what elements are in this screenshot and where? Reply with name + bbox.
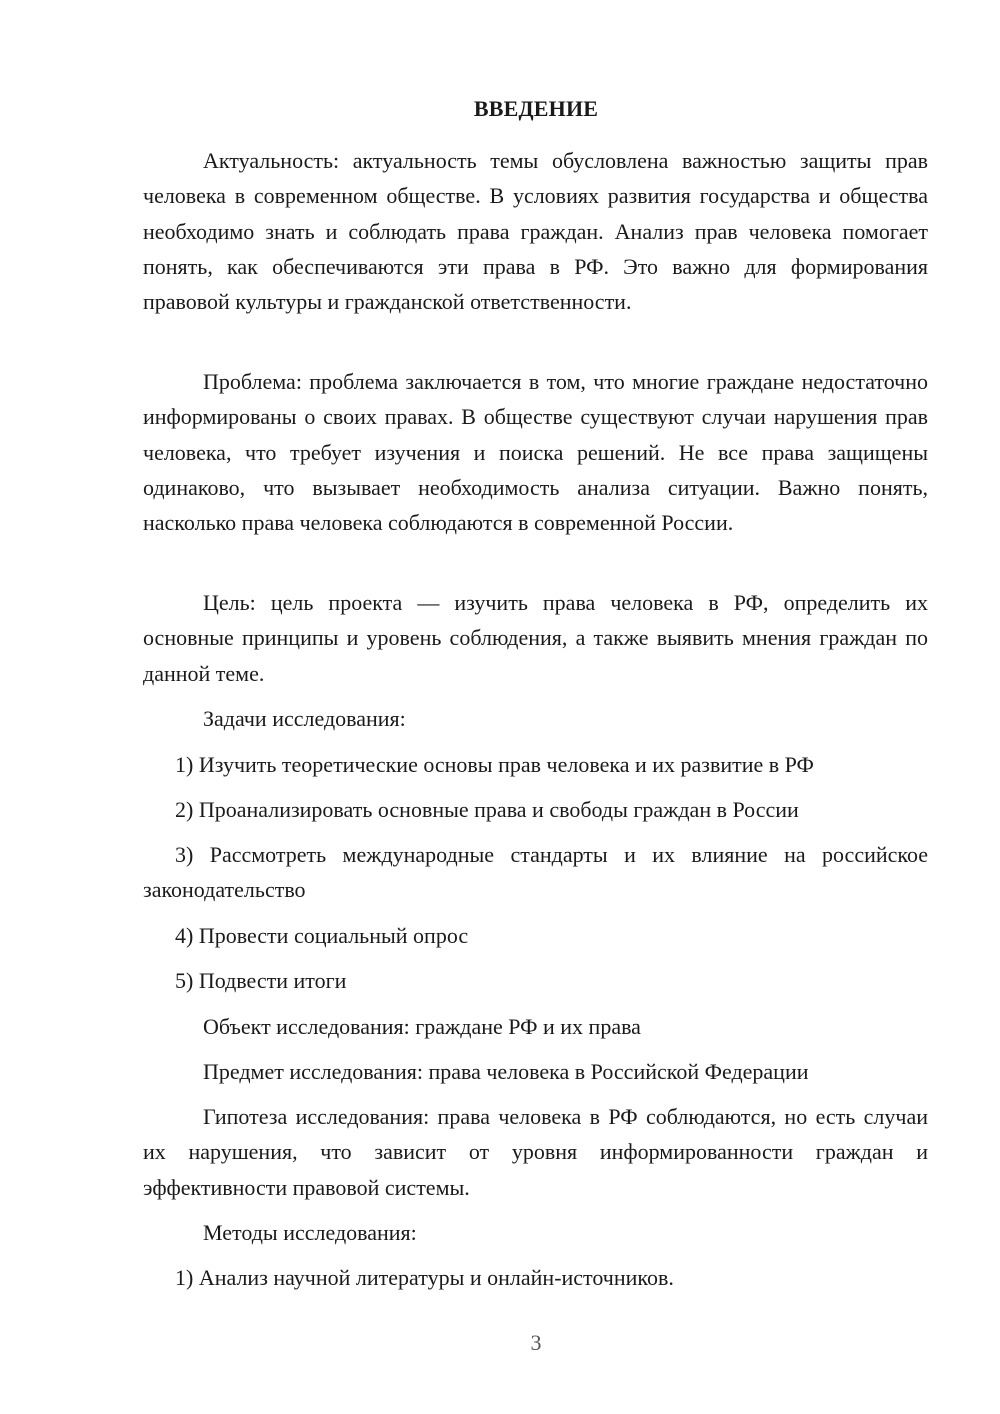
research-object: Объект исследования: граждане РФ и их права [203, 1014, 641, 1039]
task-item-3: 3) Рассмотреть международные стандарты и их влияние на российское законодательство [143, 842, 928, 903]
task-item-2: 2) Проанализировать основные права и свободы граждан в России [175, 797, 799, 822]
tasks-title: Задачи исследования: [203, 706, 406, 731]
page-title: ВВЕДЕНИЕ [473, 96, 599, 121]
actuality-paragraph: Актуальность: актуальность темы обусловлена важностью защиты прав человека в современном обществе. В условиях развития государства и общества необходимо знать и соблюдать права граждан. Анализ прав человека помогает понять, как обеспечиваются эти права в РФ. Это важно для формирования правовой культуры и гражданской ответственности. [143, 148, 928, 315]
method-item-1: 1) Анализ научной литературы и онлайн-источников. [175, 1265, 674, 1290]
task-item-1: 1) Изучить теоретические основы прав человека и их развитие в РФ [175, 752, 814, 777]
research-subject: Предмет исследования: права человека в Российской Федерации [203, 1059, 809, 1084]
task-item-5: 5) Подвести итоги [175, 968, 347, 993]
page-number: 3 [530, 1330, 542, 1355]
problem-paragraph: Проблема: проблема заключается в том, что многие граждане недостаточно информированы о своих правах. В обществе существуют случаи нарушения прав человека, что требует изучения и поиска решений. Не все права защищены одинаково, что вызывает необходимость анализа ситуации. Важно понять, насколько права человека соблюдаются в современной России. [143, 369, 928, 536]
task-item-4: 4) Провести социальный опрос [175, 923, 469, 948]
goal-paragraph: Цель: цель проекта — изучить права человека в РФ, определить их основные принципы и уровень соблюдения, а также выявить мнения граждан по данной теме. [143, 590, 928, 686]
hypothesis-paragraph: Гипотеза исследования: права человека в РФ соблюдаются, но есть случаи их нарушения, что зависит от уровня информированности граждан и эффективности правовой системы. [143, 1104, 928, 1200]
methods-title: Методы исследования: [203, 1220, 417, 1245]
